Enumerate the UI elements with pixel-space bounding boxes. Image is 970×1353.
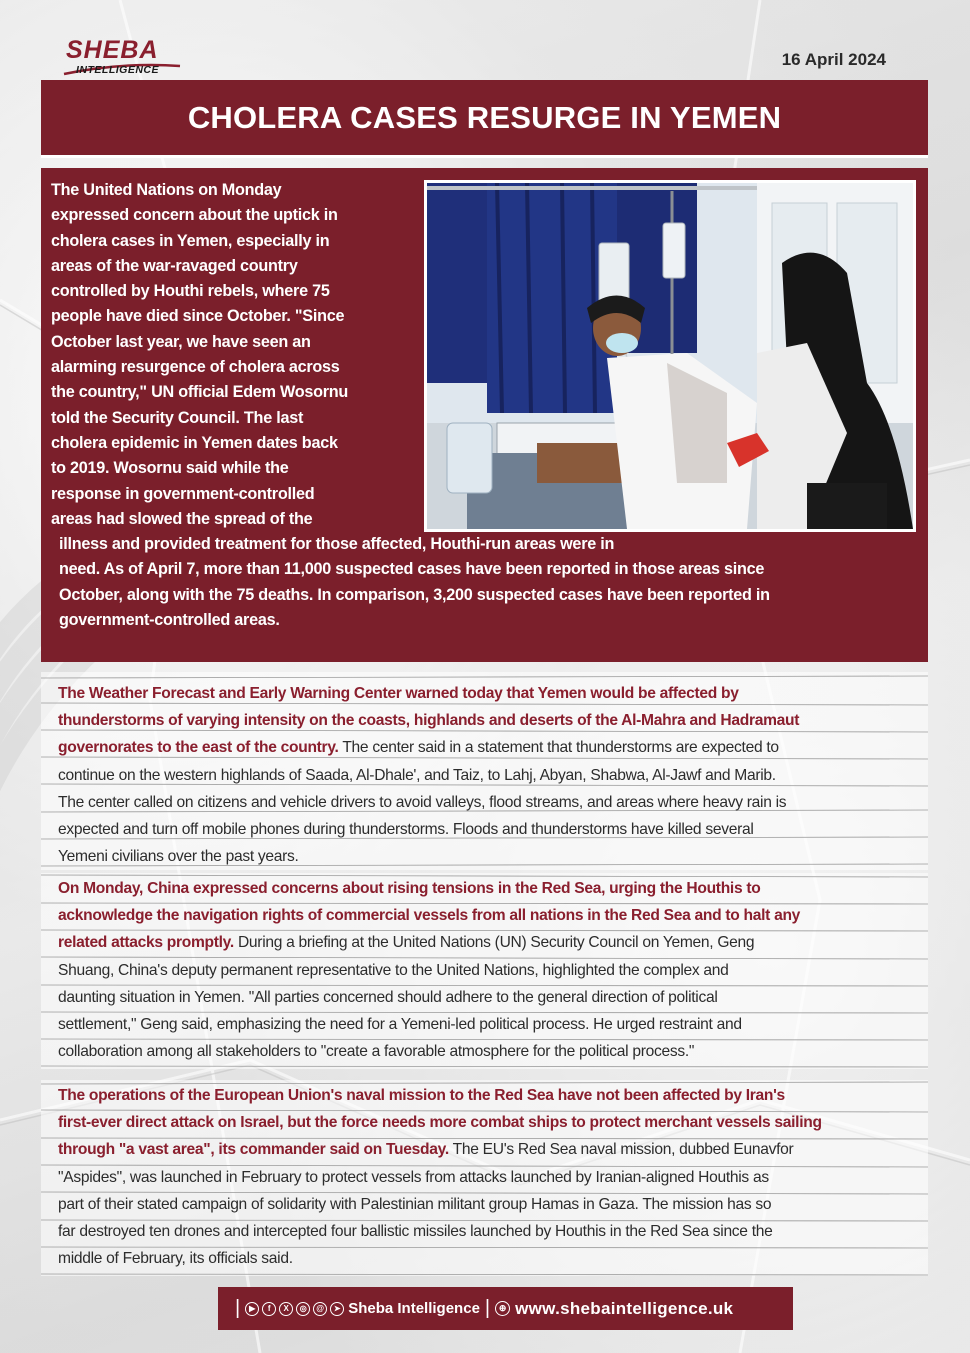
- article-text: "Aspides", was launched in February to protect vessels from attacks launched by Iranian-aligned Houthis as: [58, 1168, 769, 1186]
- facebook-icon[interactable]: f: [262, 1302, 276, 1316]
- lead-line: October last year, we have seen an: [51, 332, 311, 351]
- logo-subtext: INTELLIGENCE: [76, 64, 160, 76]
- lead-line: to 2019. Wosornu said while the: [51, 459, 289, 478]
- lead-line: cholera epidemic in Yemen dates back: [51, 433, 338, 452]
- publication-date: 16 April 2024: [781, 50, 886, 69]
- article-eu-naval: [41, 1080, 928, 1276]
- article-text: Shuang, China's deputy permanent representative to the United Nations, highlighted the complex and: [58, 961, 729, 979]
- article-text: continue on the western highlands of Saada, Al-Dhale', and Taiz, to Lahj, Abyan, Shabwa, Al-Jawf and Marib.: [58, 766, 776, 784]
- article-text: settlement," Geng said, emphasizing the need for a Yemeni-led political process. He urged restraint and: [58, 1016, 742, 1034]
- title-banner: [41, 80, 928, 158]
- footer-divider: |: [235, 1297, 241, 1319]
- article-headline: On Monday, China expressed concerns about rising tensions in the Red Sea, urging the Houthis to: [58, 880, 761, 897]
- lead-section: [41, 168, 928, 662]
- article-text: far destroyed ten drones and intercepted four ballistic missiles launched by Houthis in the Red Sea since the: [58, 1223, 773, 1241]
- article-headline: related attacks promptly.: [58, 934, 234, 952]
- article-text: middle of February, its officials said.: [58, 1250, 293, 1268]
- telegram-icon[interactable]: ➤: [330, 1302, 344, 1316]
- article-headline: first-ever direct attack on Israel, but the force needs more combat ships to protect merchant vessels sailing: [58, 1114, 822, 1132]
- article-paragraph: [41, 875, 928, 1065]
- article-text: expected and turn off mobile phones during thunderstorms. Floods and thunderstorms have killed several: [58, 821, 754, 839]
- article-headline: The operations of the European Union's naval mission to the Red Sea have not been affected by Iran's: [58, 1087, 785, 1104]
- logo-text: SHEBA: [66, 36, 159, 64]
- x-icon[interactable]: X: [279, 1302, 293, 1316]
- youtube-icon[interactable]: ▶: [245, 1302, 259, 1316]
- article-headline: thunderstorms of varying intensity on the coasts, highlands and deserts of the Al-Mahra and Hadramaut: [58, 712, 800, 730]
- lead-line: told the Security Council. The last: [51, 408, 304, 427]
- article-text: daunting situation in Yemen. "All parties concerned should adhere to the general direction of political: [58, 988, 718, 1006]
- lead-line: October, along with the 75 deaths. In comparison, 3,200 suspected cases have been reported in: [59, 585, 770, 604]
- article-text: The center said in a statement that thunderstorms are expected to: [338, 739, 779, 757]
- lead-line: cholera cases in Yemen, especially in: [51, 231, 330, 250]
- lead-line: need. As of April 7, more than 11,000 suspected cases have been reported in those areas since: [59, 560, 765, 579]
- page-title: CHOLERA CASES RESURGE IN YEMEN: [187, 99, 782, 135]
- article-text: The center called on citizens and vehicle drivers to avoid valleys, flood streams, and areas where heavy rain is: [58, 793, 787, 811]
- article-text: part of their stated campaign of solidarity with Palestinian militant group Hamas in Gaza. The mission has so: [58, 1195, 772, 1213]
- website-link[interactable]: www.shebaintelligence.uk: [515, 1298, 734, 1318]
- article-paragraph: [41, 1082, 928, 1272]
- lead-line: people have died since October. "Since: [51, 307, 345, 326]
- instagram-icon[interactable]: ◎: [296, 1302, 310, 1316]
- article-text: The EU's Red Sea naval mission, dubbed Eunavfor: [448, 1141, 794, 1159]
- globe-icon: ⊕: [495, 1301, 510, 1316]
- footer-divider: |: [484, 1297, 491, 1319]
- lead-line: illness and provided treatment for those affected, Houthi-run areas were in: [59, 535, 615, 554]
- lead-line: response in government-controlled: [51, 484, 315, 503]
- article-text: Yemeni civilians over the past years.: [58, 848, 299, 866]
- article-text: During a briefing at the United Nations (UN) Security Council on Yemen, Geng: [233, 934, 755, 952]
- lead-line: alarming resurgence of cholera across: [51, 358, 340, 377]
- footer-bar: [218, 1287, 793, 1330]
- threads-icon[interactable]: @: [313, 1302, 327, 1316]
- lead-line: government-controlled areas.: [59, 611, 280, 630]
- sheba-logo: [62, 36, 192, 80]
- article-paragraph: [41, 680, 928, 870]
- article-weather: [41, 672, 928, 870]
- article-headline: acknowledge the navigation rights of commercial vessels from all nations in the Red Sea and to halt any: [58, 907, 801, 925]
- lead-line: the country," UN official Edem Wosornu: [51, 383, 349, 402]
- lead-line: areas had slowed the spread of the: [51, 509, 313, 528]
- lead-line: The United Nations on Monday: [51, 181, 282, 199]
- article-headline: through "a vast area", its commander said on Tuesday.: [58, 1141, 449, 1159]
- article-text: collaboration among all stakeholders to "create a favorable atmosphere for the political process.": [58, 1043, 695, 1061]
- lead-line: expressed concern about the uptick in: [51, 206, 338, 225]
- article-china: [41, 873, 928, 1069]
- lead-line: controlled by Houthi rebels, where 75: [51, 282, 330, 301]
- lead-line: areas of the war-ravaged country: [51, 256, 298, 275]
- social-icons: [245, 1302, 344, 1316]
- article-headline: The Weather Forecast and Early Warning Center warned today that Yemen would be affected by: [58, 685, 739, 702]
- footer-brand-name: Sheba Intelligence: [348, 1300, 480, 1317]
- lead-paragraph: [51, 178, 911, 633]
- article-headline: governorates to the east of the country.: [58, 739, 339, 757]
